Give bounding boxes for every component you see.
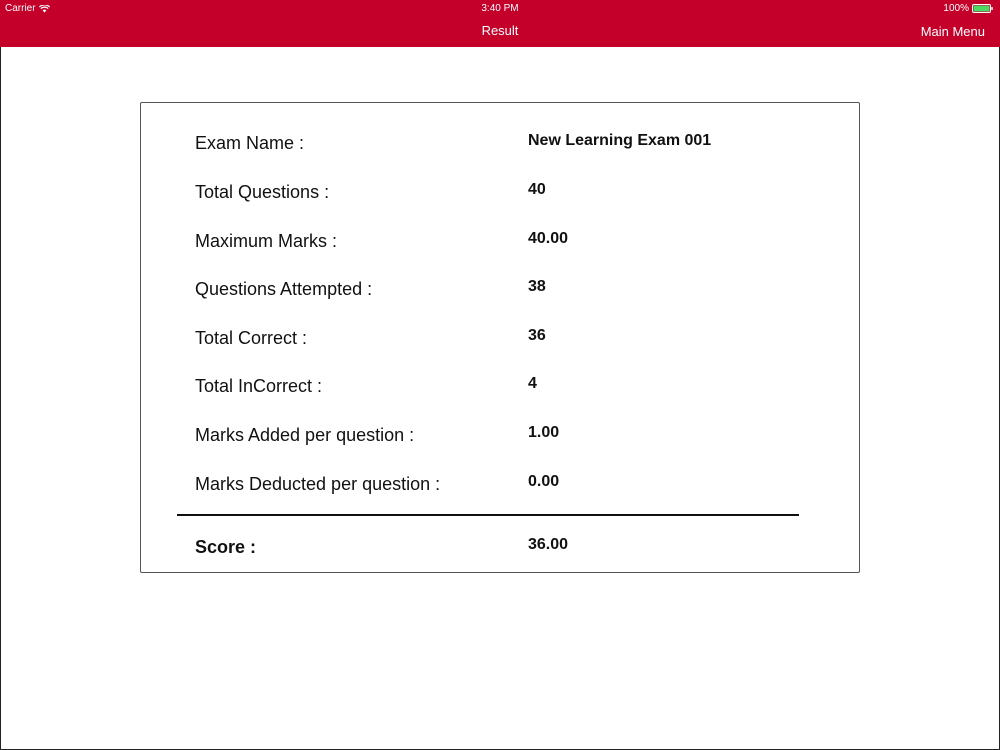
row-label: Questions Attempted :	[195, 279, 373, 299]
status-battery	[943, 3, 994, 14]
row-label: Total Questions :	[195, 182, 330, 202]
row-label: Total Correct :	[195, 328, 308, 348]
battery-icon	[972, 4, 994, 13]
score-value: 36.00	[528, 536, 569, 553]
row-value: 1.00	[528, 424, 560, 441]
row-score	[141, 537, 861, 561]
row-label: Marks Deducted per question :	[195, 474, 441, 494]
main-menu-button[interactable]: Main Menu	[920, 24, 985, 39]
row-value: 38	[528, 278, 546, 295]
row-label: Exam Name :	[195, 133, 305, 153]
status-time: 3:40 PM	[481, 3, 519, 14]
row-label: Maximum Marks :	[195, 231, 338, 251]
row-total-questions	[141, 182, 861, 206]
row-value: New Learning Exam 001	[528, 132, 712, 149]
row-total-incorrect	[141, 376, 861, 400]
app-header	[0, 0, 1000, 47]
row-value: 4	[528, 375, 537, 392]
score-divider	[177, 514, 799, 516]
row-value: 36	[528, 327, 546, 344]
score-label: Score :	[195, 537, 257, 557]
row-marks-added	[141, 425, 861, 449]
row-questions-attempted	[141, 279, 861, 303]
row-value: 40.00	[528, 230, 569, 247]
row-exam-name	[141, 133, 861, 157]
row-maximum-marks	[141, 231, 861, 255]
row-value: 40	[528, 181, 546, 198]
row-label: Marks Added per question :	[195, 425, 415, 445]
status-bar	[0, 0, 1000, 16]
result-card	[140, 102, 860, 573]
carrier-label: Carrier	[5, 3, 36, 14]
row-value: 0.00	[528, 473, 560, 490]
battery-percent: 100%	[943, 3, 969, 14]
row-label: Total InCorrect :	[195, 376, 323, 396]
nav-title: Result	[481, 23, 519, 38]
row-total-correct	[141, 328, 861, 352]
row-marks-deducted	[141, 474, 861, 498]
